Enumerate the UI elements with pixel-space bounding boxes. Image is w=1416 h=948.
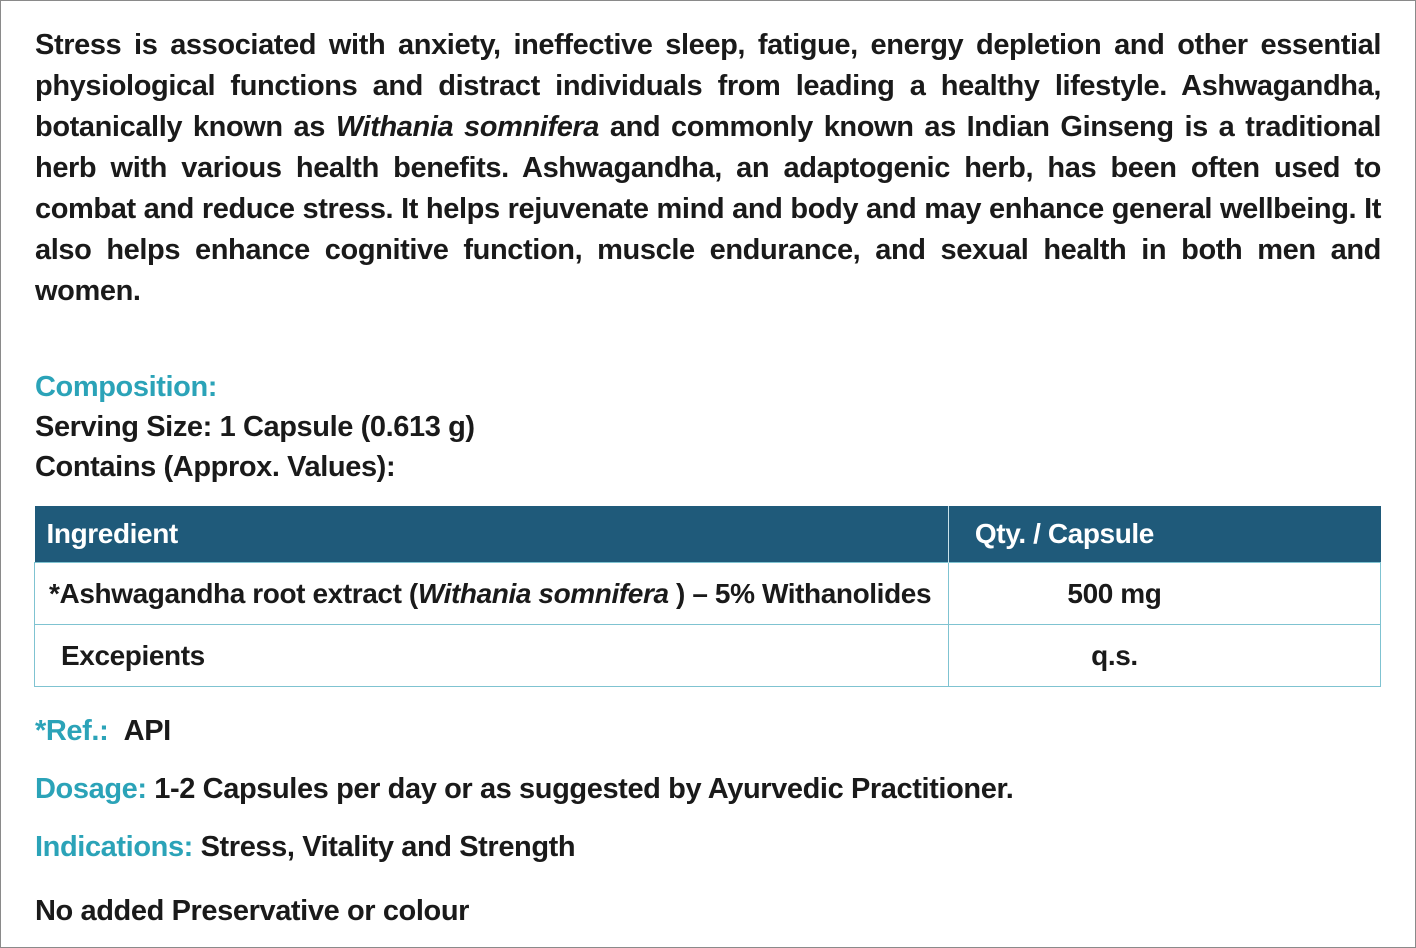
header-qty: Qty. / Capsule (948, 506, 1380, 563)
serving-size: Serving Size: 1 Capsule (0.613 g) (35, 411, 475, 443)
indications-line (35, 831, 575, 864)
ref-label: *Ref.: (35, 715, 109, 747)
composition-heading: Composition: (35, 371, 218, 403)
dosage-line (35, 773, 1013, 806)
contains-label: Contains (Approx. Values): (35, 451, 396, 483)
dosage-label: Dosage: (35, 773, 147, 805)
qty-cell: q.s. (948, 625, 1380, 687)
ingredient-cell (35, 563, 949, 625)
indications-value: Stress, Vitality and Strength (200, 831, 576, 863)
ref-value: API (123, 715, 171, 747)
table-row (35, 625, 1381, 687)
composition-table (34, 506, 1381, 687)
no-additives-note: No added Preservative or colour (35, 895, 470, 927)
header-ingredient: Ingredient (35, 506, 949, 563)
intro-botanical-name: Withania somnifera (335, 111, 600, 143)
ref-line (35, 715, 171, 748)
indications-label: Indications: (35, 831, 193, 863)
ingredient-botanical: Withania somnifera (417, 577, 669, 609)
intro-paragraph (35, 25, 1381, 312)
dosage-value: 1-2 Capsules per day or as suggested by Ayurvedic Practitioner. (154, 773, 1014, 805)
table-row (35, 563, 1381, 625)
ingredient-standardization: ) – 5% Withanolides (668, 577, 932, 609)
ingredient-name: *Ashwagandha root extract ( (49, 577, 418, 609)
qty-cell: 500 mg (948, 563, 1380, 625)
table-header-row (35, 506, 1381, 563)
intro-text-2: and commonly known as Indian Ginseng is a traditional herb with various health benefits. Ashwagandha, an adaptogenic herb, has been often used to combat and reduce stress. It helps rejuvenate mind and body and may enhance general wellbeing. It also helps enhance cognitive function, muscle endurance, and sexual health in both men and women. (35, 111, 1381, 307)
intro-text-1: Stress is associated with anxiety, ineffective sleep, fatigue, energy depletion and other essential physiological functions and distract individuals from leading a healthy lifestyle. Ashwagandha, botanically known as (35, 29, 1381, 143)
ingredient-cell: Excepients (35, 625, 949, 687)
